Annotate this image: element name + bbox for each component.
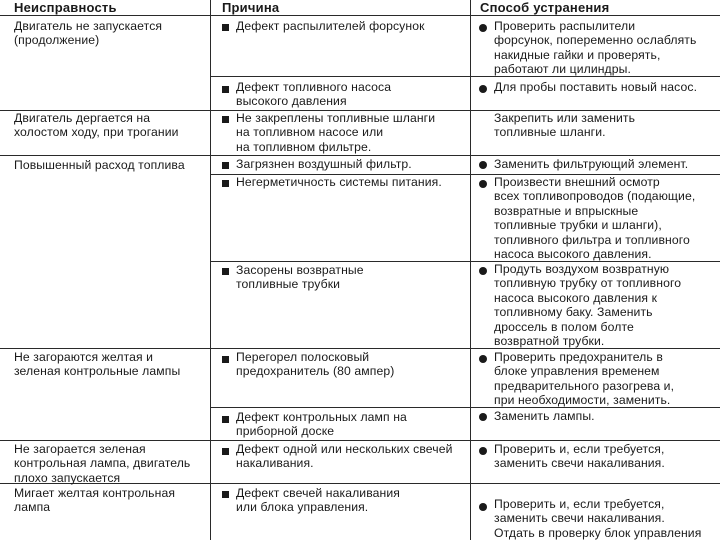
remedy-text: Проверить предохранитель в блоке управления временем предварительного разогрева и, при необходимости, заменить. bbox=[494, 350, 675, 408]
fault-text: Не загораются желтая и зеленая контрольные лампы bbox=[14, 350, 181, 379]
fault-text: Двигатель дергается на холостом ходу, при трогании bbox=[14, 111, 179, 140]
square-bullet-icon bbox=[222, 416, 229, 423]
header-cause: Причина bbox=[222, 0, 280, 15]
round-bullet-icon bbox=[479, 355, 487, 363]
row-divider bbox=[0, 15, 720, 16]
fault-text: Двигатель не запускается (продолжение) bbox=[14, 19, 163, 48]
cause-text: Дефект одной или нескольких свечей накаливания. bbox=[236, 442, 453, 471]
remedy-text: Заменить лампы. bbox=[494, 409, 595, 423]
square-bullet-icon bbox=[222, 162, 229, 169]
header-remedy: Способ устранения bbox=[480, 0, 610, 15]
square-bullet-icon bbox=[222, 448, 229, 455]
round-bullet-icon bbox=[479, 24, 487, 32]
fault-text: Мигает желтая контрольная лампа bbox=[14, 486, 176, 515]
cause-text: Дефект распылителей форсунок bbox=[236, 19, 425, 33]
header-fault: Неисправность bbox=[14, 0, 117, 15]
square-bullet-icon bbox=[222, 180, 229, 187]
cause-text: Дефект контрольных ламп на приборной доске bbox=[236, 410, 407, 439]
remedy-text: Закрепить или заменить топливные шланги. bbox=[494, 111, 636, 140]
row-divider bbox=[0, 155, 720, 156]
round-bullet-icon bbox=[479, 413, 487, 421]
round-bullet-icon bbox=[479, 447, 487, 455]
fault-text: Повышенный расход топлива bbox=[14, 158, 185, 172]
remedy-text: Для пробы поставить новый насос. bbox=[494, 80, 698, 94]
row-divider bbox=[0, 440, 720, 441]
square-bullet-icon bbox=[222, 24, 229, 31]
remedy-text: Произвести внешний осмотр всех топливопроводов (подающие, возвратные и впрыскные топливные трубки и шланги), топливного фильтра и топливного насоса высокого давления. bbox=[494, 175, 696, 262]
cause-text: Загрязнен воздушный фильтр. bbox=[236, 157, 412, 171]
cause-text: Не закреплены топливные шланги на топливном насосе или на топливном фильтре. bbox=[236, 111, 436, 154]
square-bullet-icon bbox=[222, 116, 229, 123]
remedy-text: Проверить распылители форсунок, попеременно ослаблять накидные гайки и проверять, работают ли цилиндры. bbox=[494, 19, 697, 77]
round-bullet-icon bbox=[479, 503, 487, 511]
remedy-text: Проверить и, если требуется, заменить свечи накаливания. Отдать в проверку блок управления bbox=[494, 497, 702, 540]
remedy-text: Заменить фильтрующий элемент. bbox=[494, 157, 689, 171]
column-divider bbox=[210, 0, 211, 540]
round-bullet-icon bbox=[479, 161, 487, 169]
round-bullet-icon bbox=[479, 267, 487, 275]
cause-text: Дефект свечей накаливания или блока управления. bbox=[236, 486, 400, 515]
square-bullet-icon bbox=[222, 356, 229, 363]
remedy-text: Продуть воздухом возвратную топливную трубку от топливного насоса высокого давления к топливному баку. Заменить дроссель в полом болте возвратной трубки. bbox=[494, 262, 682, 349]
cause-text: Негерметичность системы питания. bbox=[236, 175, 442, 189]
square-bullet-icon bbox=[222, 491, 229, 498]
round-bullet-icon bbox=[479, 180, 487, 188]
cause-text: Дефект топливного насоса высокого давления bbox=[236, 80, 392, 109]
fault-text: Не загорается зеленая контрольная лампа, двигатель плохо запускается bbox=[14, 442, 191, 485]
cause-text: Засорены возвратные топливные трубки bbox=[236, 263, 364, 292]
square-bullet-icon bbox=[222, 268, 229, 275]
cause-text: Перегорел полосковый предохранитель (80 ампер) bbox=[236, 350, 395, 379]
square-bullet-icon bbox=[222, 86, 229, 93]
round-bullet-icon bbox=[479, 85, 487, 93]
remedy-text: Проверить и, если требуется, заменить свечи накаливания. bbox=[494, 442, 665, 471]
